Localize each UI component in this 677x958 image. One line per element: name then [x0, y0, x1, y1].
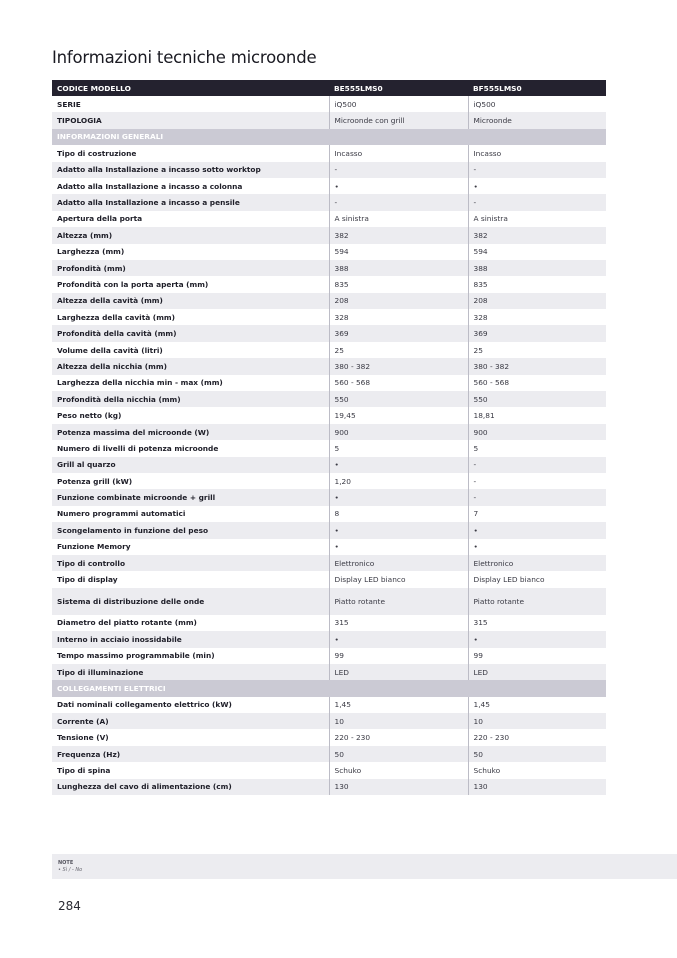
spec-label: Scongelamento in funzione del peso	[52, 522, 329, 538]
table-row	[52, 194, 606, 210]
spec-value-model-1: Piatto rotante	[329, 588, 468, 615]
table-row	[52, 729, 606, 745]
table-row	[52, 522, 606, 538]
table-row	[52, 664, 606, 680]
spec-label: Grill al quarzo	[52, 457, 329, 473]
spec-value-model-1: Elettronico	[329, 555, 468, 571]
spec-label: Dati nominali collegamento elettrico (kW)	[52, 697, 329, 713]
table-row	[52, 391, 606, 407]
section-title: COLLEGAMENTI ELETTRICI	[52, 680, 606, 696]
spec-value-model-1: 130	[329, 779, 468, 795]
spec-value-model-2: -	[468, 194, 606, 210]
spec-value-model-1: -	[329, 194, 468, 210]
spec-value-model-1: 99	[329, 648, 468, 664]
table-row	[52, 211, 606, 227]
spec-value-model-1: Schuko	[329, 762, 468, 778]
spec-label: Adatto alla Installazione a incasso sotto worktop	[52, 162, 329, 178]
spec-value-model-2: 900	[468, 424, 606, 440]
spec-value-model-2: -	[468, 473, 606, 489]
spec-label: Altezza della nicchia (mm)	[52, 358, 329, 374]
spec-value-model-1: LED	[329, 664, 468, 680]
spec-label: Profondità con la porta aperta (mm)	[57, 279, 209, 289]
spec-label: Larghezza della cavità (mm)	[57, 312, 175, 322]
table-row	[52, 615, 606, 631]
spec-value-model-1: 19,45	[329, 407, 468, 423]
spec-label: Lunghezza del cavo di alimentazione (cm)	[52, 779, 329, 795]
spec-value-model-2: 1,45	[468, 697, 606, 713]
table-row	[52, 713, 606, 729]
spec-label: Diametro del piatto rotante (mm)	[57, 618, 197, 628]
spec-label: Adatto alla Installazione a incasso a colonna	[57, 181, 243, 191]
table-row	[52, 489, 606, 505]
spec-value-model-1: 220 - 230	[329, 729, 468, 745]
section-header-row	[52, 680, 606, 696]
spec-label: TIPOLOGIA	[52, 112, 329, 128]
table-row	[52, 96, 606, 112]
spec-value-model-1: 594	[329, 244, 468, 260]
spec-table	[52, 80, 606, 795]
spec-value-model-1: 315	[329, 615, 468, 631]
table-row	[52, 697, 606, 713]
table-row	[52, 648, 606, 664]
spec-value-model-1: 900	[329, 424, 468, 440]
spec-label: Adatto alla Installazione a incasso a pensile	[52, 194, 329, 210]
spec-value-model-1: •	[329, 489, 468, 505]
spec-value-model-1: 835	[329, 276, 468, 292]
spec-value-model-2: 380 - 382	[468, 358, 606, 374]
spec-value-model-1: 560 - 568	[329, 375, 468, 391]
note-legend: • Sì / - No	[58, 867, 83, 873]
spec-value-model-2: Incasso	[468, 145, 606, 161]
spec-label: Larghezza (mm)	[57, 247, 125, 257]
table-row	[52, 227, 606, 243]
table-row	[52, 588, 606, 615]
spec-value-model-1: 208	[329, 293, 468, 309]
spec-value-model-2: iQ500	[468, 96, 606, 112]
spec-table-body	[52, 96, 606, 795]
spec-value-model-2: 7	[468, 506, 606, 522]
section-title: INFORMAZIONI GENERALI	[52, 129, 606, 145]
spec-value-model-2: Elettronico	[468, 555, 606, 571]
table-row	[52, 260, 606, 276]
spec-label: Funzione Memory	[57, 542, 131, 552]
spec-label: Interno in acciaio inossidabile	[52, 631, 329, 647]
page-number: 284	[58, 899, 81, 913]
spec-label: Sistema di distribuzione delle onde	[52, 588, 329, 615]
spec-value-model-2: 560 - 568	[468, 375, 606, 391]
spec-value-model-1: A sinistra	[329, 211, 468, 227]
spec-value-model-1: 50	[329, 746, 468, 762]
section-header-row	[52, 129, 606, 145]
spec-label: Tipo di spina	[52, 762, 329, 778]
spec-value-model-1: 25	[329, 342, 468, 358]
spec-value-model-1: •	[329, 522, 468, 538]
spec-label: Larghezza della nicchia min - max (mm)	[57, 378, 223, 388]
spec-value-model-1: •	[329, 539, 468, 555]
spec-value-model-1: Incasso	[329, 145, 468, 161]
spec-value-model-2: A sinistra	[468, 211, 606, 227]
header-model-code: CODICE MODELLO	[52, 80, 329, 96]
page-title: Informazioni tecniche microonde	[52, 48, 317, 67]
spec-value-model-1: •	[329, 178, 468, 194]
table-row	[52, 407, 606, 423]
table-row	[52, 145, 606, 161]
table-row	[52, 539, 606, 555]
spec-value-model-2: 315	[468, 615, 606, 631]
spec-label: Tipo di controllo	[52, 555, 329, 571]
spec-label: Numero programmi automatici	[57, 509, 186, 519]
spec-value-model-2: 835	[468, 276, 606, 292]
spec-value-model-2: 50	[468, 746, 606, 762]
table-row	[52, 762, 606, 778]
spec-value-model-2: 208	[468, 293, 606, 309]
table-row	[52, 342, 606, 358]
spec-label: SERIE	[52, 96, 329, 112]
spec-value-model-2: 5	[468, 440, 606, 456]
spec-value-model-2: Schuko	[468, 762, 606, 778]
table-row	[52, 244, 606, 260]
spec-label: Potenza grill (kW)	[57, 476, 133, 486]
table-row	[52, 440, 606, 456]
spec-label: Apertura della porta	[57, 214, 143, 224]
table-row	[52, 293, 606, 309]
table-row	[52, 506, 606, 522]
spec-value-model-2: •	[468, 539, 606, 555]
table-row	[52, 457, 606, 473]
table-row	[52, 112, 606, 128]
spec-value-model-2: 550	[468, 391, 606, 407]
spec-label: Tipo di illuminazione	[52, 664, 329, 680]
header-model-1: BE555LMS0	[329, 80, 468, 96]
spec-value-model-1: 550	[329, 391, 468, 407]
table-row	[52, 162, 606, 178]
spec-value-model-2: Microonde	[468, 112, 606, 128]
spec-value-model-1: 10	[329, 713, 468, 729]
spec-value-model-2: 25	[468, 342, 606, 358]
spec-value-model-2: -	[468, 162, 606, 178]
spec-value-model-1: Microonde con grill	[329, 112, 468, 128]
table-row	[52, 309, 606, 325]
table-row	[52, 325, 606, 341]
spec-value-model-2: 388	[468, 260, 606, 276]
spec-value-model-1: Display LED bianco	[329, 571, 468, 587]
spec-label: Volume della cavità (litri)	[57, 345, 163, 355]
spec-value-model-2: -	[468, 457, 606, 473]
spec-label: Tempo massimo programmabile (min)	[57, 651, 215, 661]
spec-label: Altezza (mm)	[52, 227, 329, 243]
spec-label: Corrente (A)	[52, 713, 329, 729]
spec-value-model-2: 99	[468, 648, 606, 664]
spec-value-model-2: 130	[468, 779, 606, 795]
spec-value-model-1: 1,20	[329, 473, 468, 489]
spec-value-model-2: 10	[468, 713, 606, 729]
spec-value-model-2: -	[468, 489, 606, 505]
spec-value-model-1: 5	[329, 440, 468, 456]
spec-label: Altezza della cavità (mm)	[52, 293, 329, 309]
spec-label: Numero di livelli di potenza microonde	[57, 443, 219, 453]
spec-value-model-1: 388	[329, 260, 468, 276]
spec-value-model-2: •	[468, 178, 606, 194]
spec-label: Profondità (mm)	[52, 260, 329, 276]
spec-label: Tipo di display	[57, 575, 118, 585]
spec-label: Peso netto (kg)	[57, 411, 122, 421]
spec-value-model-2: •	[468, 522, 606, 538]
spec-value-model-1: 1,45	[329, 697, 468, 713]
spec-label: Frequenza (Hz)	[52, 746, 329, 762]
spec-label: Potenza massima del microonde (W)	[52, 424, 329, 440]
table-row	[52, 473, 606, 489]
table-row	[52, 746, 606, 762]
spec-value-model-2: 220 - 230	[468, 729, 606, 745]
spec-value-model-1: -	[329, 162, 468, 178]
spec-value-model-1: 8	[329, 506, 468, 522]
spec-value-model-1: •	[329, 457, 468, 473]
table-header-row	[52, 80, 606, 96]
table-row	[52, 779, 606, 795]
spec-label: Profondità della nicchia (mm)	[52, 391, 329, 407]
spec-label: Funzione combinate microonde + grill	[52, 489, 329, 505]
spec-value-model-1: •	[329, 631, 468, 647]
table-row	[52, 571, 606, 587]
spec-value-model-2: 369	[468, 325, 606, 341]
spec-value-model-2: 382	[468, 227, 606, 243]
spec-value-model-2: 18,81	[468, 407, 606, 423]
table-row	[52, 276, 606, 292]
spec-label: Tipo di costruzione	[57, 148, 137, 158]
note-title: NOTE	[58, 860, 74, 866]
table-row	[52, 358, 606, 374]
table-row	[52, 375, 606, 391]
table-row	[52, 178, 606, 194]
spec-value-model-2: 594	[468, 244, 606, 260]
spec-label: Profondità della cavità (mm)	[52, 325, 329, 341]
spec-label: Tensione (V)	[52, 729, 329, 745]
spec-value-model-2: •	[468, 631, 606, 647]
spec-value-model-2: Piatto rotante	[468, 588, 606, 615]
spec-value-model-1: 328	[329, 309, 468, 325]
spec-value-model-1: 380 - 382	[329, 358, 468, 374]
spec-value-model-2: LED	[468, 664, 606, 680]
table-row	[52, 424, 606, 440]
spec-value-model-2: 328	[468, 309, 606, 325]
spec-value-model-2: Display LED bianco	[468, 571, 606, 587]
spec-value-model-1: 382	[329, 227, 468, 243]
spec-value-model-1: iQ500	[329, 96, 468, 112]
table-row	[52, 555, 606, 571]
table-row	[52, 631, 606, 647]
header-model-2: BF555LMS0	[468, 80, 606, 96]
spec-value-model-1: 369	[329, 325, 468, 341]
note-box	[52, 854, 677, 879]
